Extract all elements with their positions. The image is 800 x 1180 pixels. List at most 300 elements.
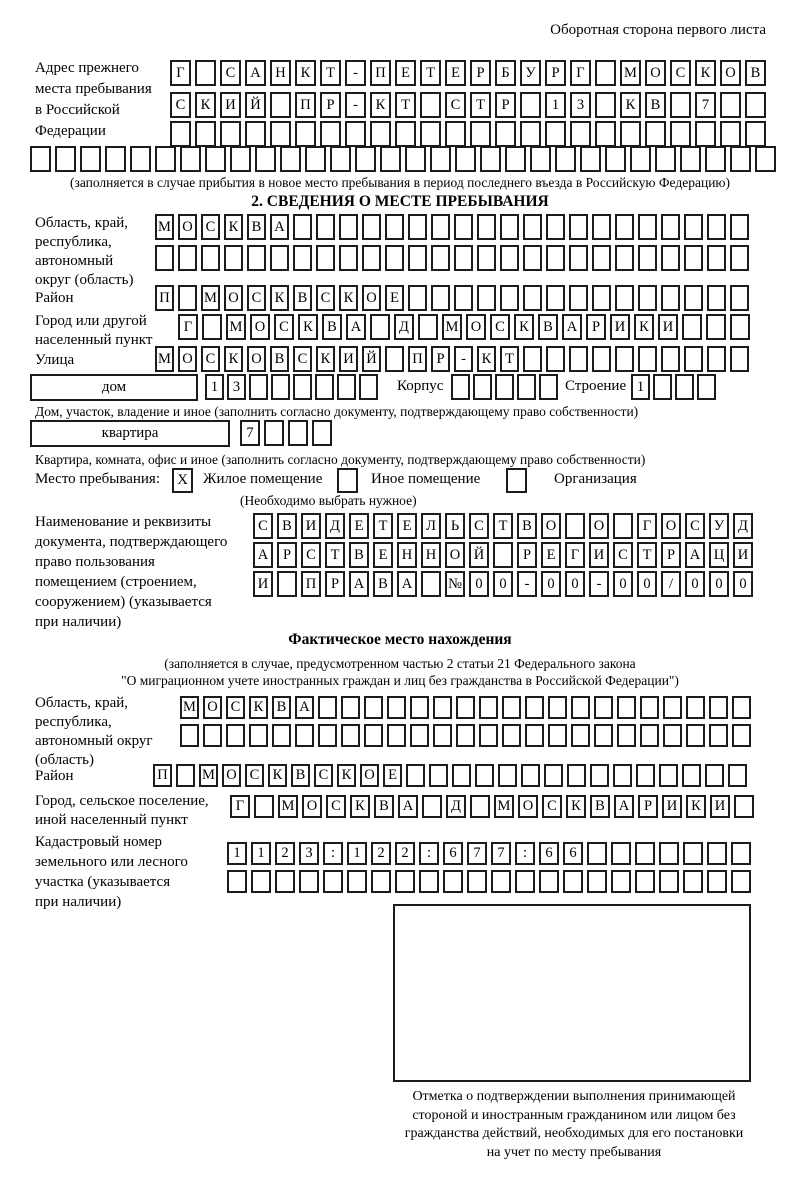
- residential-checkbox: X: [172, 468, 193, 493]
- char-box: А: [398, 795, 418, 818]
- char-box: Т: [493, 513, 513, 539]
- char-box: [430, 146, 451, 172]
- char-box: [684, 285, 703, 311]
- char-box: И: [658, 314, 678, 340]
- char-box: [502, 696, 521, 719]
- char-box: -: [345, 60, 366, 86]
- char-box: [502, 724, 521, 747]
- label-line: Город, сельское поселение,: [35, 793, 209, 809]
- char-box: Т: [373, 513, 393, 539]
- char-box: [105, 146, 126, 172]
- char-box: [684, 346, 703, 372]
- label-line: автономный: [35, 253, 114, 269]
- section3-caption-line2: "О миграционном учете иностранных граждан и лиц без гражданства в Российской Федерации"): [121, 673, 679, 688]
- char-box: [475, 764, 494, 787]
- char-box: [312, 420, 332, 446]
- char-box: [615, 245, 634, 271]
- char-box: [254, 795, 274, 818]
- prev-address-boxes-row2: [170, 92, 766, 118]
- char-box: С: [469, 513, 489, 539]
- char-box: Д: [325, 513, 345, 539]
- char-box: О: [250, 314, 270, 340]
- char-box: Г: [570, 60, 591, 86]
- char-box: [315, 374, 334, 400]
- district-boxes: [155, 285, 749, 311]
- char-box: А: [295, 696, 314, 719]
- char-box: И: [662, 795, 682, 818]
- char-box: [655, 146, 676, 172]
- stay-type-note: (Необходимо выбрать нужное): [240, 493, 417, 508]
- organization-option-label: Организация: [554, 471, 637, 487]
- char-box: К: [695, 60, 716, 86]
- actual-city-label: [35, 792, 225, 830]
- char-box: Р: [277, 542, 297, 568]
- char-box: Т: [320, 60, 341, 86]
- char-box: П: [301, 571, 321, 597]
- char-box: [491, 870, 511, 893]
- other-premises-checkbox: [337, 468, 358, 493]
- char-box: С: [685, 513, 705, 539]
- char-box: [130, 146, 151, 172]
- char-box: [226, 724, 245, 747]
- char-box: Р: [470, 60, 491, 86]
- char-box: 1: [227, 842, 247, 865]
- char-box: [592, 214, 611, 240]
- char-box: [615, 346, 634, 372]
- char-box: С: [670, 60, 691, 86]
- char-box: М: [620, 60, 641, 86]
- prev-address-boxes-row3: [170, 121, 766, 147]
- char-box: -: [454, 346, 473, 372]
- cadastre-boxes-row1: [227, 842, 751, 865]
- char-box: И: [301, 513, 321, 539]
- char-box: 0: [565, 571, 585, 597]
- char-box: [730, 214, 749, 240]
- label-line: земельного или лесного: [35, 854, 188, 870]
- cadastre-label: [35, 832, 225, 912]
- char-box: [745, 92, 766, 118]
- char-box: [595, 60, 616, 86]
- char-box: 1: [347, 842, 367, 865]
- char-box: Д: [394, 314, 414, 340]
- char-box: [707, 870, 727, 893]
- char-box: Р: [431, 346, 450, 372]
- char-box: [323, 870, 343, 893]
- char-box: О: [466, 314, 486, 340]
- char-box: [295, 121, 316, 147]
- char-box: В: [277, 513, 297, 539]
- char-box: С: [316, 285, 335, 311]
- char-box: [277, 571, 297, 597]
- char-box: [355, 146, 376, 172]
- char-box: [452, 764, 471, 787]
- char-box: [523, 346, 542, 372]
- char-box: [341, 696, 360, 719]
- char-box: К: [224, 346, 243, 372]
- char-box: [500, 245, 519, 271]
- char-box: [546, 285, 565, 311]
- char-box: [359, 374, 378, 400]
- char-box: [569, 346, 588, 372]
- char-box: С: [220, 60, 241, 86]
- char-box: К: [514, 314, 534, 340]
- char-box: А: [270, 214, 289, 240]
- char-box: Т: [500, 346, 519, 372]
- char-box: С: [226, 696, 245, 719]
- char-box: [615, 285, 634, 311]
- label-line: населенный пункт: [35, 332, 153, 348]
- char-box: [653, 374, 672, 400]
- char-box: А: [614, 795, 634, 818]
- char-box: П: [408, 346, 427, 372]
- char-box: [684, 245, 703, 271]
- char-box: С: [613, 542, 633, 568]
- char-box: [443, 870, 463, 893]
- label-line: (область): [35, 752, 94, 768]
- char-box: [683, 870, 703, 893]
- char-box: [364, 724, 383, 747]
- char-box: [707, 214, 726, 240]
- char-box: Е: [385, 285, 404, 311]
- char-box: 1: [251, 842, 271, 865]
- char-box: [734, 795, 754, 818]
- city-boxes: [178, 314, 750, 340]
- char-box: [203, 724, 222, 747]
- char-box: [567, 764, 586, 787]
- char-box: [683, 842, 703, 865]
- char-box: [592, 245, 611, 271]
- char-box: К: [370, 92, 391, 118]
- char-box: [587, 842, 607, 865]
- char-box: [730, 285, 749, 311]
- char-box: /: [661, 571, 681, 597]
- char-box: [295, 724, 314, 747]
- char-box: [330, 146, 351, 172]
- apartment-labelbox: квартира: [30, 420, 230, 447]
- char-box: [663, 724, 682, 747]
- char-box: [661, 285, 680, 311]
- char-box: 0: [493, 571, 513, 597]
- char-box: Д: [733, 513, 753, 539]
- char-box: [730, 314, 750, 340]
- prev-address-label: [35, 58, 170, 142]
- char-box: С: [314, 764, 333, 787]
- char-box: С: [301, 542, 321, 568]
- char-box: [595, 121, 616, 147]
- stroenie-label: Строение: [565, 378, 627, 394]
- char-box: [454, 214, 473, 240]
- actual-region-boxes-row2: [180, 724, 751, 747]
- label-line: документа, подтверждающего: [35, 534, 228, 550]
- char-box: [546, 214, 565, 240]
- char-box: [500, 285, 519, 311]
- char-box: [477, 245, 496, 271]
- char-box: В: [247, 214, 266, 240]
- label-line: округ (область): [35, 272, 134, 288]
- char-box: Е: [445, 60, 466, 86]
- char-box: [620, 121, 641, 147]
- actual-district-boxes: [153, 764, 747, 787]
- char-box: В: [349, 542, 369, 568]
- char-box: [525, 696, 544, 719]
- char-box: Р: [586, 314, 606, 340]
- char-box: [408, 245, 427, 271]
- char-box: -: [517, 571, 537, 597]
- document-boxes-row1: [253, 513, 753, 539]
- char-box: [617, 724, 636, 747]
- char-box: К: [339, 285, 358, 311]
- char-box: [661, 346, 680, 372]
- char-box: [316, 245, 335, 271]
- section3-caption-line1: (заполняется в случае, предусмотренном частью 2 статьи 21 Федерального закона: [164, 656, 636, 671]
- char-box: [155, 245, 174, 271]
- char-box: А: [349, 571, 369, 597]
- char-box: [675, 374, 694, 400]
- char-box: :: [419, 842, 439, 865]
- street-label: Улица: [35, 352, 75, 368]
- char-box: С: [293, 346, 312, 372]
- char-box: Н: [397, 542, 417, 568]
- actual-region-label: [35, 694, 180, 770]
- char-box: [732, 696, 751, 719]
- char-box: [695, 121, 716, 147]
- char-box: [362, 245, 381, 271]
- char-box: К: [316, 346, 335, 372]
- house-labelbox: дом: [30, 374, 198, 401]
- char-box: [530, 146, 551, 172]
- street-boxes: [155, 346, 749, 372]
- char-box: [680, 146, 701, 172]
- char-box: [594, 724, 613, 747]
- char-box: Т: [470, 92, 491, 118]
- char-box: [523, 245, 542, 271]
- char-box: Й: [469, 542, 489, 568]
- char-box: [595, 92, 616, 118]
- char-box: 3: [570, 92, 591, 118]
- char-box: [422, 795, 442, 818]
- char-box: [731, 870, 751, 893]
- char-box: [230, 146, 251, 172]
- char-box: [420, 92, 441, 118]
- char-box: М: [199, 764, 218, 787]
- char-box: [429, 764, 448, 787]
- char-box: Н: [270, 60, 291, 86]
- char-box: [451, 374, 470, 400]
- char-box: [495, 121, 516, 147]
- char-box: [548, 724, 567, 747]
- char-box: [520, 121, 541, 147]
- char-box: И: [589, 542, 609, 568]
- char-box: [410, 724, 429, 747]
- char-box: Е: [349, 513, 369, 539]
- char-box: К: [249, 696, 268, 719]
- char-box: Н: [421, 542, 441, 568]
- char-box: [569, 214, 588, 240]
- char-box: О: [518, 795, 538, 818]
- char-box: Т: [637, 542, 657, 568]
- char-box: 6: [539, 842, 559, 865]
- char-box: О: [302, 795, 322, 818]
- char-box: [520, 92, 541, 118]
- char-box: О: [224, 285, 243, 311]
- char-box: [380, 146, 401, 172]
- char-box: [705, 764, 724, 787]
- char-box: [580, 146, 601, 172]
- document-boxes-row3: [253, 571, 753, 597]
- actual-district-label: Район: [35, 768, 74, 784]
- char-box: [477, 285, 496, 311]
- char-box: М: [226, 314, 246, 340]
- char-box: Й: [362, 346, 381, 372]
- char-box: [707, 245, 726, 271]
- char-box: В: [373, 571, 393, 597]
- label-line: участка (указывается: [35, 874, 171, 890]
- page-header-note: Оборотная сторона первого листа: [550, 22, 766, 38]
- prev-address-boxes-row1: [170, 60, 766, 86]
- char-box: [419, 870, 439, 893]
- char-box: [682, 764, 701, 787]
- char-box: [525, 724, 544, 747]
- char-box: [615, 214, 634, 240]
- char-box: [178, 245, 197, 271]
- char-box: [362, 214, 381, 240]
- char-box: К: [620, 92, 641, 118]
- char-box: [280, 146, 301, 172]
- char-box: С: [201, 346, 220, 372]
- char-box: [370, 121, 391, 147]
- char-box: Г: [565, 542, 585, 568]
- char-box: М: [201, 285, 220, 311]
- char-box: [293, 374, 312, 400]
- char-box: [271, 374, 290, 400]
- char-box: А: [253, 542, 273, 568]
- char-box: [406, 764, 425, 787]
- label-line: на учет по месту пребывания: [486, 1144, 662, 1160]
- char-box: В: [745, 60, 766, 86]
- char-box: [455, 146, 476, 172]
- label-line: иной населенный пункт: [35, 812, 188, 828]
- char-box: К: [337, 764, 356, 787]
- char-box: [445, 121, 466, 147]
- char-box: В: [645, 92, 666, 118]
- char-box: [682, 314, 702, 340]
- document-label: [35, 512, 250, 632]
- char-box: [176, 764, 195, 787]
- char-box: У: [520, 60, 541, 86]
- char-box: [745, 121, 766, 147]
- char-box: Г: [178, 314, 198, 340]
- char-box: 7: [240, 420, 260, 446]
- char-box: [709, 724, 728, 747]
- char-box: Р: [320, 92, 341, 118]
- char-box: М: [155, 346, 174, 372]
- char-box: [178, 285, 197, 311]
- char-box: [521, 764, 540, 787]
- char-box: [707, 842, 727, 865]
- char-box: [227, 870, 247, 893]
- label-line: помещением (строением,: [35, 574, 197, 590]
- char-box: 0: [733, 571, 753, 597]
- char-box: 7: [695, 92, 716, 118]
- actual-city-boxes: [230, 795, 754, 818]
- char-box: [454, 245, 473, 271]
- char-box: [730, 245, 749, 271]
- label-line: Отметка о подтверждении выполнения принимающей: [412, 1089, 736, 1104]
- char-box: 3: [299, 842, 319, 865]
- region-label: [35, 214, 155, 290]
- organization-checkbox: [506, 468, 527, 493]
- char-box: [320, 121, 341, 147]
- char-box: [473, 374, 492, 400]
- char-box: С: [170, 92, 191, 118]
- char-box: О: [661, 513, 681, 539]
- char-box: [705, 146, 726, 172]
- char-box: [431, 214, 450, 240]
- char-box: Г: [170, 60, 191, 86]
- char-box: [638, 346, 657, 372]
- char-box: 2: [275, 842, 295, 865]
- char-box: [730, 146, 751, 172]
- char-box: [544, 764, 563, 787]
- char-box: 7: [491, 842, 511, 865]
- label-line: сооружением) (указывается: [35, 594, 212, 610]
- char-box: №: [445, 571, 465, 597]
- label-line: Область, край,: [35, 695, 129, 711]
- char-box: [684, 214, 703, 240]
- char-box: [571, 696, 590, 719]
- label-line: Адрес прежнего: [35, 60, 139, 76]
- char-box: С: [445, 92, 466, 118]
- char-box: 1: [631, 374, 650, 400]
- char-box: [500, 214, 519, 240]
- char-box: [611, 870, 631, 893]
- char-box: Ь: [445, 513, 465, 539]
- char-box: Р: [495, 92, 516, 118]
- char-box: [272, 724, 291, 747]
- char-box: К: [566, 795, 586, 818]
- char-box: А: [245, 60, 266, 86]
- label-line: стороной и иностранным гражданином или лицом без: [412, 1107, 736, 1123]
- char-box: В: [293, 285, 312, 311]
- apartment-caption: Квартира, комната, офис и иное (заполнить согласно документу, подтверждающему право собственности): [35, 452, 646, 467]
- char-box: Е: [541, 542, 561, 568]
- char-box: [205, 146, 226, 172]
- char-box: [728, 764, 747, 787]
- char-box: [288, 420, 308, 446]
- char-box: [565, 513, 585, 539]
- char-box: [395, 870, 415, 893]
- prev-address-boxes-row4: [30, 146, 776, 172]
- char-box: [720, 121, 741, 147]
- char-box: М: [278, 795, 298, 818]
- char-box: [316, 214, 335, 240]
- char-box: К: [350, 795, 370, 818]
- char-box: В: [272, 696, 291, 719]
- char-box: 6: [563, 842, 583, 865]
- char-box: [617, 696, 636, 719]
- char-box: [638, 214, 657, 240]
- char-box: [638, 245, 657, 271]
- char-box: О: [222, 764, 241, 787]
- char-box: У: [709, 513, 729, 539]
- char-box: [697, 374, 716, 400]
- char-box: [563, 870, 583, 893]
- char-box: 3: [227, 374, 246, 400]
- char-box: О: [360, 764, 379, 787]
- char-box: Ц: [709, 542, 729, 568]
- char-box: [470, 121, 491, 147]
- char-box: О: [589, 513, 609, 539]
